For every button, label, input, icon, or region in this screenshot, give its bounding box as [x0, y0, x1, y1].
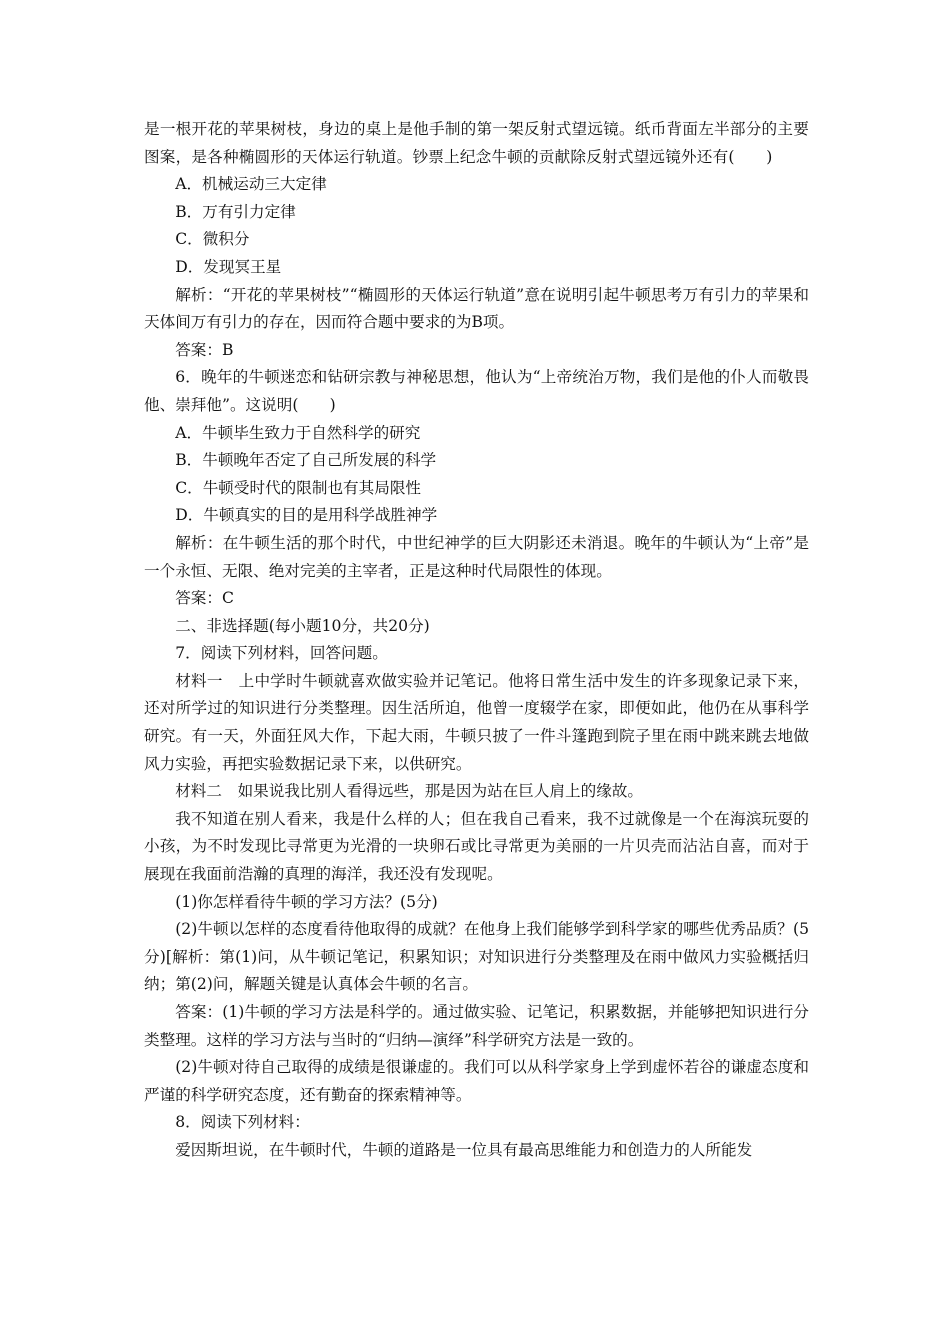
q7-sub-question-1: (1)你怎样看待牛顿的学习方法？(5分) [175, 892, 438, 911]
q6-option-c: C．牛顿受时代的限制也有其局限性 [175, 478, 422, 497]
section-heading: 二、非选择题(每小题10分，共20分) [175, 616, 430, 635]
q6-analysis: 解析：在牛顿生活的那个时代，中世纪神学的巨大阴影还未消退。晚年的牛顿认为“上帝”是一个永恒、无限、绝对完美的主宰者，正是这种时代局限性的体现。 [144, 533, 809, 580]
q5-option-a: A．机械运动三大定律 [175, 175, 327, 194]
document-body [144, 116, 809, 1165]
q5-option-b: B．万有引力定律 [175, 202, 296, 221]
q7-answer-2: (2)牛顿对待自己取得的成绩是很谦虚的。我们可以从科学家身上学到虚怀若谷的谦虚态度和严谨的科学研究态度，还有勤奋的探索精神等。 [144, 1058, 809, 1104]
q5-analysis: 解析：“开花的苹果树枝”“椭圆形的天体运行轨道”意在说明引起牛顿思考万有引力的苹果和天体间万有引力的存在，因而符合题中要求的为B项。 [144, 285, 809, 332]
q7-material-2: 材料二 如果说我比别人看得远些，那是因为站在巨人肩上的缘故。 [175, 782, 644, 801]
q7-material-2b: 我不知道在别人看来，我是什么样的人；但在我自己看来，我不过就像是一个在海滨玩耍的小孩，为不时发现比寻常更为光滑的一块卵石或比寻常更为美丽的一片贝壳而沾沾自喜，而对于展现在我面前浩瀚的真理的海洋，我还没有发现呢。 [144, 809, 809, 884]
q8-stem: 8．阅读下列材料： [175, 1113, 310, 1132]
q7-stem: 7．阅读下列材料，回答问题。 [175, 644, 388, 663]
q5-option-c: C．微积分 [175, 230, 250, 249]
q6-option-a: A．牛顿毕生致力于自然科学的研究 [175, 423, 421, 442]
q8-text: 爱因斯坦说，在牛顿时代，牛顿的道路是一位具有最高思维能力和创造力的人所能发 [175, 1140, 753, 1159]
q5-option-d: D．发现冥王星 [175, 257, 282, 276]
q5-answer: 答案：B [175, 340, 234, 359]
q7-sub-question-2: (2)牛顿以怎样的态度看待他取得的成就？在他身上我们能够学到科学家的哪些优秀品质？(5分)[解析：第(1)问，从牛顿记笔记，积累知识；对知识进行分类整理及在雨中做风力实验概括归纳；第(2)问，解题关键是认真体会牛顿的名言。 [144, 920, 809, 994]
q6-answer: 答案：C [175, 589, 234, 608]
q6-option-d: D．牛顿真实的目的是用科学战胜神学 [175, 506, 438, 525]
q7-answer-1: 答案：(1)牛顿的学习方法是科学的。通过做实验、记笔记，积累数据，并能够把知识进行分类整理。这样的学习方法与当时的“归纳—演绎”科学研究方法是一致的。 [144, 1003, 809, 1049]
q7-material-1: 材料一 上中学时牛顿就喜欢做实验并记笔记。他将日常生活中发生的许多现象记录下来，还对所学过的知识进行分类整理。因生活所迫，他曾一度辍学在家，即便如此，他仍在从事科学研究。有一天，外面狂风大作，下起大雨，牛顿只披了一件斗篷跑到院子里在雨中跳来跳去地做风力实验，再把实验数据记录下来，以供研究。 [144, 671, 809, 773]
q6-stem: 6．晚年的牛顿迷恋和钻研宗教与神秘思想，他认为“上帝统治万物，我们是他的仆人而敬畏他、崇拜他”。这说明( ) [144, 368, 809, 414]
q6-option-b: B．牛顿晚年否定了自己所发展的科学 [175, 451, 437, 470]
q5-stem: 是一根开花的苹果树枝，身边的桌上是他手制的第一架反射式望远镜。纸币背面左半部分的主要图案，是各种椭圆形的天体运行轨道。钞票上纪念牛顿的贡献除反射式望远镜外还有( ) [144, 120, 809, 166]
